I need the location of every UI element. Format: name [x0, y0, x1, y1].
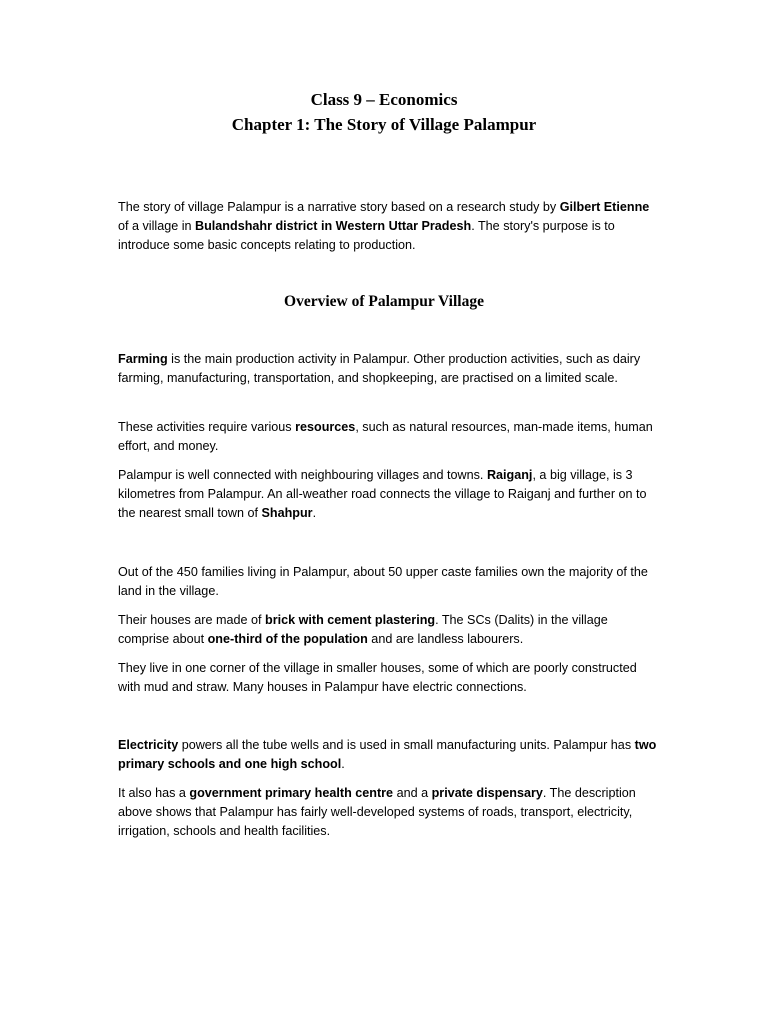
resources-paragraph	[118, 418, 658, 456]
living-paragraph: They live in one corner of the village in smaller houses, some of which are poorly constructed with mud and straw. Many houses in Palampur have electric connections.	[118, 661, 637, 695]
brick-term: brick with cement plastering	[265, 613, 436, 627]
houses-text-2: . The SCs (Dalits) in the village comprise about	[118, 613, 608, 647]
connectivity-paragraph	[118, 466, 658, 524]
class-title: Class 9 – Economics	[310, 90, 458, 109]
health-centre-term: government primary health centre	[189, 786, 394, 800]
houses-paragraph	[118, 611, 658, 649]
intro-text-1: The story of village Palampur is a narrative story based on a research study by	[118, 200, 560, 214]
author-name: Gilbert Etienne	[559, 200, 650, 214]
resources-text-2: , such as natural resources, man-made items, human effort, and money.	[118, 420, 653, 454]
electricity-text-1: powers all the tube wells and is used in small manufacturing units. Palampur has	[178, 738, 635, 752]
electricity-text-2: .	[341, 757, 345, 772]
schools-term: two primary schools and one high school	[118, 738, 657, 772]
connectivity-text-1: Palampur is well connected with neighbouring villages and towns.	[118, 468, 487, 482]
farming-term: Farming	[118, 352, 168, 366]
houses-text-1: Their houses are made of	[118, 613, 266, 627]
electricity-paragraph	[118, 736, 658, 774]
families-paragraph: Out of the 450 families living in Palampur, about 50 upper caste families own the majority of the land in the village.	[118, 565, 648, 599]
farming-text: is the main production activity in Palampur. Other production activities, such as dairy farming, manufacturing, transportation, and shopkeeping, are practised on a limited scale.	[118, 352, 641, 386]
raiganj-term: Raiganj	[486, 468, 533, 482]
houses-text-3: and are landless labourers.	[367, 632, 524, 647]
health-paragraph	[118, 784, 658, 842]
connectivity-text-2: , a big village, is 3 kilometres from Palampur. An all-weather road connects the village to Raiganj and further on to the nearest small town of	[118, 468, 647, 521]
intro-text-3: . The story's purpose is to introduce some basic concepts relating to production.	[118, 219, 615, 253]
chapter-title: Chapter 1: The Story of Village Palampur	[231, 115, 537, 134]
dispensary-term: private dispensary	[431, 786, 543, 800]
overview-heading: Overview of Palampur Village	[284, 293, 484, 310]
district-name: Bulandshahr district in Western Uttar Pradesh	[195, 219, 472, 234]
health-text-3: . The description above shows that Palampur has fairly well-developed systems of roads, transport, electricity, irrigation, schools and health facilities.	[118, 786, 636, 839]
health-text-1: It also has a	[118, 786, 190, 800]
farming-paragraph	[118, 350, 658, 388]
shahpur-term: Shahpur	[261, 506, 313, 521]
resources-term: resources	[295, 420, 356, 434]
connectivity-text-3: .	[312, 506, 317, 521]
population-term: one-third of the population	[207, 632, 368, 647]
resources-text-1: These activities require various	[118, 420, 296, 434]
intro-text-2: of a village in	[118, 219, 196, 234]
health-text-2: and a	[393, 786, 432, 800]
electricity-term: Electricity	[118, 738, 179, 752]
intro-paragraph	[118, 198, 658, 256]
